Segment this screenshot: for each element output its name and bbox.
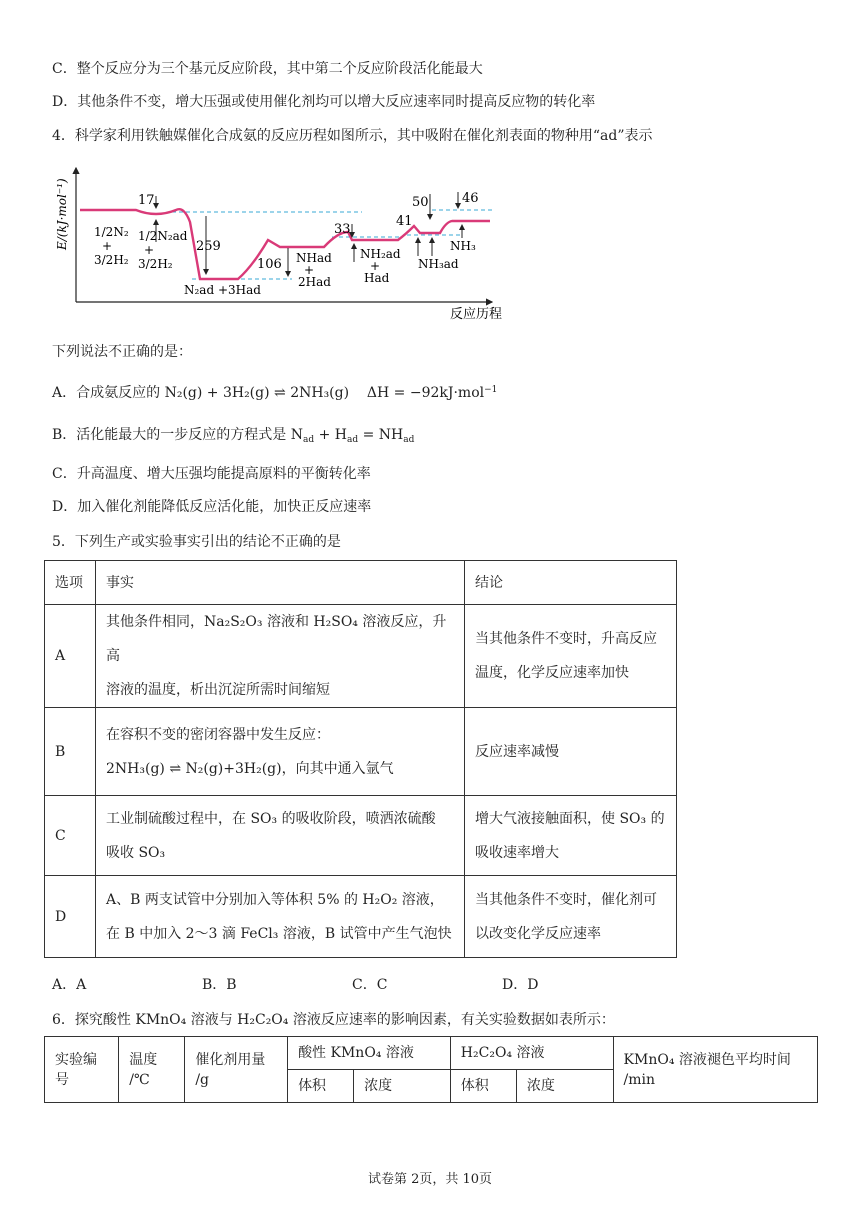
value-label: 106 bbox=[257, 257, 282, 272]
option-cell: D bbox=[45, 876, 96, 958]
species-label: 2Had bbox=[298, 275, 331, 289]
value-label: 259 bbox=[196, 239, 221, 254]
option-c[interactable]: C．C bbox=[352, 977, 388, 993]
fact-line: 工业制硫酸过程中，在 SO₃ 的吸收阶段，喷洒浓硫酸 bbox=[106, 810, 436, 827]
q4-stem: 4．科学家利用铁触媒催化合成氨的反应历程如图所示，其中吸附在催化剂表面的物种用“ad”表示 bbox=[52, 128, 653, 144]
header-catalyst: 催化剂用量 bbox=[195, 1051, 266, 1068]
subheader: 浓度 bbox=[516, 1070, 613, 1103]
fact-line: 在容积不变的密闭容器中发生反应： bbox=[106, 726, 330, 743]
table-row bbox=[45, 796, 677, 876]
option-cell: A bbox=[45, 605, 96, 708]
table-row bbox=[45, 708, 677, 796]
q4-option-b bbox=[52, 425, 414, 450]
subheader: 体积 bbox=[288, 1070, 354, 1103]
fact-line: 2NH₃(g) ⇌ N₂(g)+3H₂(g)，向其中通入氩气 bbox=[106, 760, 394, 777]
header-h2c2o4: H₂C₂O₄ 溶液 bbox=[450, 1037, 613, 1070]
table-row bbox=[45, 876, 677, 958]
q4b-prefix: B．活化能最大的一步反应的方程式是 bbox=[52, 427, 287, 443]
option-d[interactable]: D．D bbox=[502, 977, 539, 993]
value-label: 41 bbox=[396, 214, 413, 229]
q4a-enthalpy-sup: −1 bbox=[484, 385, 498, 395]
q3-option-c: C．整个反应分为三个基元反应阶段，其中第二个反应阶段活化能最大 bbox=[52, 61, 483, 77]
fact-line: 吸收 SO₃ bbox=[106, 844, 166, 861]
conclusion-line: 吸收速率增大 bbox=[475, 844, 559, 861]
conclusion-line: 增大气液接触面积，使 SO₃ 的 bbox=[475, 810, 665, 827]
species-label: + bbox=[304, 263, 315, 277]
subheader: 浓度 bbox=[354, 1070, 451, 1103]
header-time: KMnO₄ 溶液褪色平均时间 bbox=[623, 1051, 791, 1068]
header-no: 号 bbox=[55, 1071, 69, 1088]
species-label: 1/2N₂ bbox=[94, 225, 129, 239]
species-label: NH₂ad bbox=[360, 247, 401, 261]
option-cell: B bbox=[45, 708, 96, 796]
fact-line: A、B 两支试管中分别加入等体积 5% 的 H₂O₂ 溶液， bbox=[106, 891, 444, 908]
energy-profile-diagram bbox=[52, 162, 522, 322]
option-a[interactable]: A．A bbox=[52, 977, 87, 993]
table-header: 选项 bbox=[45, 561, 96, 605]
species-label: Had bbox=[364, 271, 390, 285]
species-label: NH₃ bbox=[450, 239, 476, 253]
species-label: NHad bbox=[296, 251, 332, 265]
subheader: 体积 bbox=[450, 1070, 516, 1103]
species-label: 1/2N₂ad bbox=[138, 229, 188, 243]
value-label: 46 bbox=[462, 191, 479, 206]
y-axis-label: E/(kJ·mol⁻¹) bbox=[55, 178, 69, 250]
value-label: 33 bbox=[334, 222, 351, 237]
species-label: 3/2H₂ bbox=[138, 257, 173, 271]
species-label: N₂ad +3Had bbox=[184, 283, 261, 297]
page-footer: 试卷第 2页，共 10页 bbox=[367, 1172, 493, 1187]
fact-line: 溶液的温度，析出沉淀所需时间缩短 bbox=[106, 682, 330, 698]
q4a-equation: N₂(g) + 3H₂(g) ⇌ 2NH₃(g) bbox=[164, 385, 350, 401]
q4-option-c: C．升高温度、增大压强均能提高原料的平衡转化率 bbox=[52, 466, 371, 482]
fact-line: 在 B 中加入 2～3 滴 FeCl₃ 溶液，B 试管中产生气泡快 bbox=[106, 925, 452, 942]
q5-stem: 5．下列生产或实验事实引出的结论不正确的是 bbox=[52, 534, 341, 550]
species-label: + bbox=[144, 243, 155, 257]
q3-option-d: D．其他条件不变，增大压强或使用催化剂均可以增大反应速率同时提高反应物的转化率 bbox=[52, 94, 596, 110]
conclusion-line: 当其他条件不变时，升高反应 bbox=[475, 631, 657, 647]
option-cell: C bbox=[45, 796, 96, 876]
header-time: /min bbox=[623, 1071, 656, 1088]
header-catalyst: /g bbox=[195, 1071, 210, 1088]
conclusion-line: 温度，化学反应速率加快 bbox=[475, 665, 629, 681]
header-temp: /℃ bbox=[129, 1071, 150, 1088]
table-header: 事实 bbox=[96, 561, 465, 605]
x-axis-label: 反应历程 bbox=[450, 307, 503, 322]
header-kmno4: 酸性 KMnO₄ 溶液 bbox=[288, 1037, 451, 1070]
fact-line: 其他条件相同，Na₂S₂O₃ 溶液和 H₂SO₄ 溶液反应，升高 bbox=[106, 614, 447, 664]
q4a-prefix: A．合成氨反应的 bbox=[52, 385, 161, 401]
species-label: + bbox=[370, 259, 381, 273]
table-row bbox=[45, 605, 677, 708]
conclusion-line: 以改变化学反应速率 bbox=[475, 925, 601, 942]
q4-option-d: D．加入催化剂能降低反应活化能，加快正反应速率 bbox=[52, 499, 372, 515]
header-temp: 温度 bbox=[129, 1051, 158, 1068]
species-label: 3/2H₂ bbox=[94, 253, 129, 267]
q5-table bbox=[44, 560, 677, 958]
q4-question: 下列说法不正确的是： bbox=[52, 344, 192, 360]
header-no: 实验编 bbox=[55, 1051, 97, 1068]
value-label: 17 bbox=[138, 193, 155, 208]
q6-stem: 6．探究酸性 KMnO₄ 溶液与 H₂C₂O₄ 溶液反应速率的影响因素，有关实验数据如表所示： bbox=[52, 1012, 615, 1028]
q4b-equation: $N_{ad} + H_{ad} = NH_{ad}$ bbox=[290, 427, 415, 445]
conclusion-line: 当其他条件不变时，催化剂可 bbox=[475, 891, 657, 908]
conclusion-line: 反应速率减慢 bbox=[475, 743, 559, 760]
q4a-enthalpy: ΔH = −92kJ·mol bbox=[366, 385, 485, 401]
species-label: + bbox=[102, 239, 113, 253]
value-label: 50 bbox=[412, 195, 429, 210]
table-header: 结论 bbox=[465, 561, 677, 605]
option-b[interactable]: B．B bbox=[202, 977, 237, 993]
q6-table bbox=[44, 1036, 818, 1103]
q4-option-a bbox=[52, 380, 497, 403]
species-label: NH₃ad bbox=[418, 257, 459, 271]
